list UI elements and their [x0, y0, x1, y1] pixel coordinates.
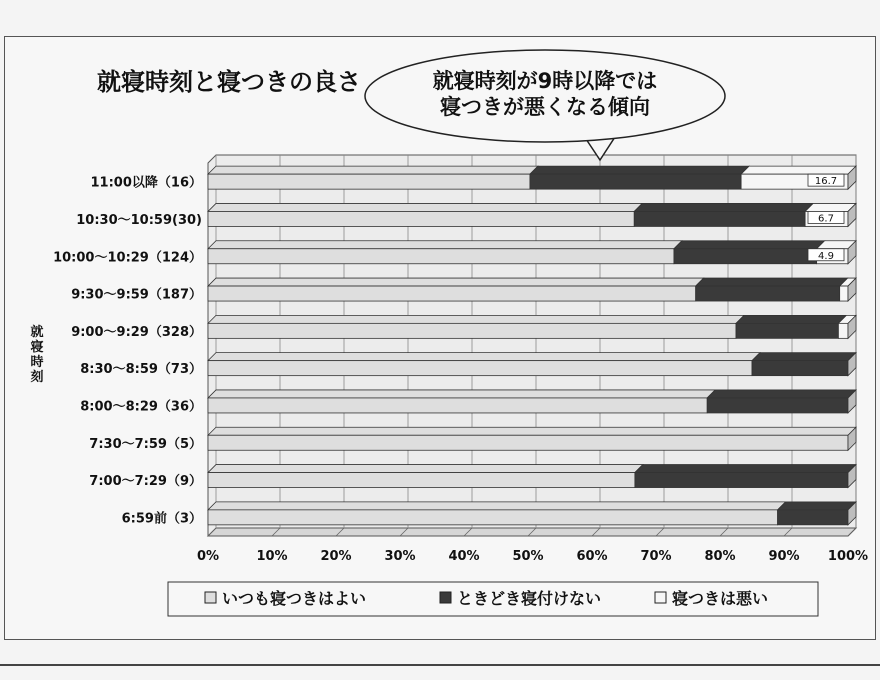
x-tick-label: 30% [384, 549, 416, 564]
y-tick-label: 8:00〜8:29（36） [80, 399, 202, 415]
bar-segment-0 [208, 398, 707, 413]
bar-top-0 [208, 203, 642, 211]
data-label: 16.7 [814, 176, 838, 188]
x-tick-label: 40% [448, 549, 480, 564]
y-tick-label: 9:00〜9:29（328） [71, 324, 202, 340]
callout-line-1: 就寝時刻が9時以降では [432, 69, 658, 93]
bar-top-0 [208, 390, 715, 398]
bar-segment-1 [674, 249, 817, 264]
callout [365, 50, 725, 160]
bar-segment-0 [208, 361, 752, 376]
bar-top-1 [707, 390, 856, 398]
y-tick-label: 10:30〜10:59(30) [76, 212, 202, 228]
bar-top-1 [674, 241, 825, 249]
bar-segment-1 [634, 211, 805, 226]
bar-top-1 [530, 166, 749, 174]
bar-top-2 [805, 203, 856, 211]
bar-segment-1 [530, 174, 741, 189]
y-axis-label-char: 寝 [30, 340, 44, 355]
bar-top-0 [208, 315, 744, 323]
y-tick-label: 7:00〜7:29（9） [89, 474, 202, 490]
y-tick-label: 10:00〜10:29（124） [53, 250, 202, 266]
y-tick-label: 8:30〜8:59（73） [80, 362, 202, 378]
bar-top-1 [752, 353, 856, 361]
bar-segment-1 [752, 361, 848, 376]
bar-top-1 [634, 203, 813, 211]
bar-top-2 [741, 166, 856, 174]
y-tick-label: 9:30〜9:59（187） [71, 287, 202, 303]
legend-swatch-always-good [205, 592, 216, 603]
legend-swatch-sometimes [440, 592, 451, 603]
bar-segment-0 [208, 323, 736, 338]
x-tick-label: 90% [768, 549, 800, 564]
bar-top-1 [778, 502, 856, 510]
bar-segment-0 [208, 473, 635, 488]
y-tick-label: 6:59前（3） [121, 511, 202, 527]
legend-label-sometimes: ときどき寝付けない [457, 589, 602, 608]
data-label: 4.9 [818, 250, 834, 262]
chart-title: 就寝時刻と寝つきの良さ [97, 68, 361, 96]
bar-segment-0 [208, 510, 778, 525]
y-tick-label: 7:30〜7:59（5） [89, 436, 202, 452]
bar-top-1 [696, 278, 848, 286]
x-tick-label: 20% [320, 549, 352, 564]
legend-swatch-bad [655, 592, 666, 603]
x-tick-label: 100% [827, 549, 869, 564]
plot-area [53, 155, 868, 564]
legend [168, 582, 818, 616]
bar-segment-0 [208, 286, 696, 301]
y-axis-label-char: 時 [30, 355, 44, 370]
bar-segment-2 [840, 286, 848, 301]
bar-segment-1 [707, 398, 848, 413]
x-tick-label: 70% [640, 549, 672, 564]
x-tick-label: 60% [576, 549, 608, 564]
bar-segment-0 [208, 435, 848, 450]
bar-segment-1 [736, 323, 838, 338]
bar-top-0 [208, 427, 856, 435]
bar-top-0 [208, 502, 786, 510]
y-tick-label: 11:00以降（16） [90, 175, 202, 191]
bar-segment-0 [208, 211, 634, 226]
x-tick-label: 10% [256, 549, 288, 564]
x-tick-label: 80% [704, 549, 736, 564]
bar-segment-1 [778, 510, 848, 525]
bar-top-0 [208, 241, 682, 249]
bar-top-1 [736, 315, 846, 323]
bar-top-1 [635, 465, 856, 473]
legend-label-always-good: いつも寝つきはよい [222, 589, 367, 608]
y-axis-label-char: 刻 [30, 370, 44, 385]
bar-top-0 [208, 465, 643, 473]
bar-segment-1 [696, 286, 840, 301]
data-label: 6.7 [818, 213, 834, 225]
y-axis-label [30, 324, 43, 385]
callout-line-2: 寝つきが悪くなる傾向 [440, 95, 650, 119]
legend-label-bad: 寝つきは悪い [672, 589, 769, 608]
bar-top-0 [208, 166, 538, 174]
bar-top-0 [208, 278, 704, 286]
bar-segment-1 [635, 473, 848, 488]
y-axis-label-char: 就 [30, 325, 44, 340]
x-tick-label: 50% [512, 549, 544, 564]
bar-segment-2 [838, 323, 848, 338]
x-tick-label: 0% [196, 549, 220, 564]
bar-segment-0 [208, 249, 674, 264]
bar-segment-0 [208, 174, 530, 189]
bar-top-0 [208, 353, 760, 361]
